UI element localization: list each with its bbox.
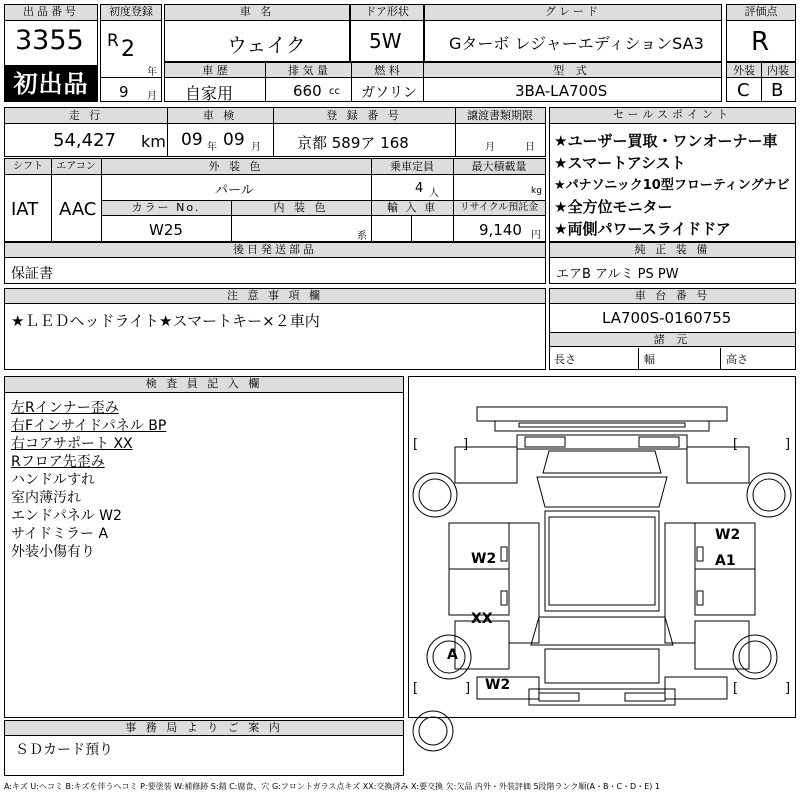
bracket-mark: [ xyxy=(413,681,419,696)
car-name-box xyxy=(164,4,350,62)
dims-width: 幅 xyxy=(644,353,655,366)
damage-mark: W2 xyxy=(715,527,741,543)
reg-year-unit: 年 xyxy=(147,67,157,78)
bracket-mark: ] xyxy=(465,681,471,696)
fuel-label: 燃 料 xyxy=(374,64,400,77)
chassis-value: LA700S-0160755 xyxy=(602,309,732,327)
capacity-value: 4 xyxy=(415,181,424,196)
car-diagram-box xyxy=(408,376,796,718)
shift-label: シフト xyxy=(13,161,43,172)
sales-item: ★パナソニック10型フローティングナビ xyxy=(554,178,790,193)
import-label: 輸 入 車 xyxy=(387,201,437,214)
door-box xyxy=(350,4,424,62)
inspection-year-unit: 年 xyxy=(207,142,217,153)
inspection-month-unit: 月 xyxy=(251,142,261,153)
parts-value: 保証書 xyxy=(11,266,53,282)
score-box xyxy=(726,4,796,62)
int-grade: B xyxy=(771,80,784,101)
damage-mark: W2 xyxy=(471,551,497,567)
fuel-value: ガソリン xyxy=(361,85,417,101)
damage-mark: W2 xyxy=(485,677,511,693)
interior-label: 内 装 色 xyxy=(273,201,329,214)
recycle-label: リサイクル預託金 xyxy=(459,202,539,213)
grade-label: グレード xyxy=(425,5,721,21)
registration-box xyxy=(100,4,162,102)
inspector-line: 右コアサポート XX xyxy=(11,436,133,452)
bracket-mark: [ xyxy=(733,437,739,452)
score-value: R xyxy=(751,27,770,57)
displacement-unit: cc xyxy=(329,86,340,97)
color-label: 外 装 色 xyxy=(208,160,264,173)
score-label: 評価点 xyxy=(727,5,795,21)
door-value: 5W xyxy=(369,29,402,53)
first-listing-badge xyxy=(4,66,98,102)
car-diagram xyxy=(409,377,795,717)
sales-label: セールスポイント xyxy=(550,108,795,124)
displacement-value: 660 xyxy=(293,82,322,100)
equip-label: 純 正 装 備 xyxy=(550,243,795,258)
mileage-value: 54,427 xyxy=(53,130,116,151)
bracket-mark: ] xyxy=(785,437,791,452)
bracket-mark: ] xyxy=(785,681,791,696)
interior-unit: 系 xyxy=(357,231,367,242)
color-no-value: W25 xyxy=(149,221,183,239)
inspector-line: 左Rインナー歪み xyxy=(11,400,119,416)
transfer-month-unit: 月 xyxy=(485,142,495,153)
dims-label: 諸 元 xyxy=(550,333,795,347)
capacity-label: 乗車定員 xyxy=(390,160,434,173)
sales-item: ★両側パワースライドドア xyxy=(554,220,731,238)
notes-label: 注 意 事 項 欄 xyxy=(5,289,545,304)
office-box xyxy=(4,720,404,776)
chassis-label: 車 台 番 号 xyxy=(550,289,795,304)
history-label: 車 歴 xyxy=(202,64,228,77)
inspector-box xyxy=(4,376,404,718)
color-no-label: カラー No. xyxy=(131,201,201,214)
legend-text: A:キズ U:ヘコミ B:キズを伴うヘコミ P:要塗装 W:補修跡 S:錆 C:腐食、穴 G:フロントガラス点キズ XX:交換済み X:要交換 欠:欠品 内外・外装評価 5段階ランク順(A・B・C・D・E) 1 xyxy=(4,782,661,791)
reg-month-unit: 月 xyxy=(147,91,157,102)
load-unit: kg xyxy=(531,186,542,196)
car-name: ウェイク xyxy=(227,33,306,57)
sales-item: ★全方位モニター xyxy=(554,198,673,216)
dims-height: 高さ xyxy=(726,353,748,366)
office-value: ＳＤカード預り xyxy=(15,742,113,758)
bracket-mark: ] xyxy=(463,437,469,452)
lot-box xyxy=(4,4,98,66)
sales-item: ★スマートアシスト xyxy=(554,154,686,172)
reg-label: 初度登録 xyxy=(101,5,161,21)
recycle-unit: 円 xyxy=(531,230,541,241)
mileage-label: 走 行 xyxy=(68,109,104,122)
inspector-line: ハンドルすれ xyxy=(11,472,95,488)
office-label: 事 務 局 よ り ご 案 内 xyxy=(5,721,403,736)
ext-label: 外装 xyxy=(733,64,755,77)
lot-number: 3355 xyxy=(15,25,84,56)
transfer-day-unit: 日 xyxy=(525,142,535,153)
int-label: 内装 xyxy=(767,64,789,77)
grade-box xyxy=(424,4,722,62)
capacity-unit: 人 xyxy=(429,188,439,199)
damage-mark: A1 xyxy=(715,553,736,569)
inspector-line: エンドパネル W2 xyxy=(11,508,122,524)
inspection-month: 09 xyxy=(223,130,245,150)
model-label: 型 式 xyxy=(553,64,591,77)
recycle-value: 9,140 xyxy=(479,221,522,239)
plate-value: 京都 589ア 168 xyxy=(297,134,409,152)
chassis-box xyxy=(549,288,796,370)
notes-box xyxy=(4,288,546,370)
inspector-line: Rフロア先歪み xyxy=(11,454,105,470)
history-value: 自家用 xyxy=(185,84,234,103)
transfer-label: 譲渡書類期限 xyxy=(467,109,533,122)
row3-box xyxy=(4,158,546,242)
dims-length: 長さ xyxy=(554,353,576,366)
first-listing-text: 初出品 xyxy=(13,70,89,98)
parts-box xyxy=(4,242,546,284)
ac-value: AAC xyxy=(59,199,97,220)
spare-tire xyxy=(409,707,469,757)
bracket-mark: [ xyxy=(413,437,419,452)
mileage-unit: km xyxy=(141,132,166,151)
car-name-label: 車 名 xyxy=(165,5,349,21)
load-label: 最大積載量 xyxy=(471,160,527,173)
model-value: 3BA-LA700S xyxy=(515,82,608,100)
notes-value: ★ＬＥＤヘッドライト★スマートキー×２車内 xyxy=(11,312,320,330)
inspection-label: 車 検 xyxy=(202,109,238,122)
sales-points-box xyxy=(549,107,796,242)
color-value: パール xyxy=(215,183,254,198)
damage-mark: XX xyxy=(471,611,493,627)
reg-year: 2 xyxy=(121,37,135,62)
reg-month: 9 xyxy=(119,83,129,101)
inspection-year: 09 xyxy=(181,130,203,150)
reg-era: R xyxy=(107,31,119,51)
lot-label: 出品番号 xyxy=(5,5,97,21)
ac-label: エアコン xyxy=(56,161,96,172)
shift-value: IAT xyxy=(11,199,39,220)
door-label: ドア形状 xyxy=(351,5,423,21)
row2-box xyxy=(4,107,546,157)
parts-label: 後日発送部品 xyxy=(5,243,545,258)
disp-label: 排 気 量 xyxy=(288,64,328,77)
inspector-line: 右Fインサイドパネル BP xyxy=(11,418,167,434)
equip-value: エアB アルミ PS PW xyxy=(556,267,679,282)
inspector-line: 室内薄汚れ xyxy=(11,490,81,506)
inspector-line: サイドミラー A xyxy=(11,526,109,542)
inspector-line: 外装小傷有り xyxy=(11,544,95,560)
inspector-label: 検 査 員 記 入 欄 xyxy=(5,377,403,393)
grade-value: Gターボ レジャーエディションSA3 xyxy=(449,34,704,53)
damage-mark: A xyxy=(447,647,458,663)
ext-int-box xyxy=(726,62,796,102)
plate-label: 登 録 番 号 xyxy=(326,109,402,122)
equipment-box xyxy=(549,242,796,284)
spec-row-box xyxy=(164,62,722,102)
ext-grade: C xyxy=(737,80,750,101)
bracket-mark: [ xyxy=(733,681,739,696)
sales-item: ★ユーザー買取・ワンオーナー車 xyxy=(554,132,778,150)
